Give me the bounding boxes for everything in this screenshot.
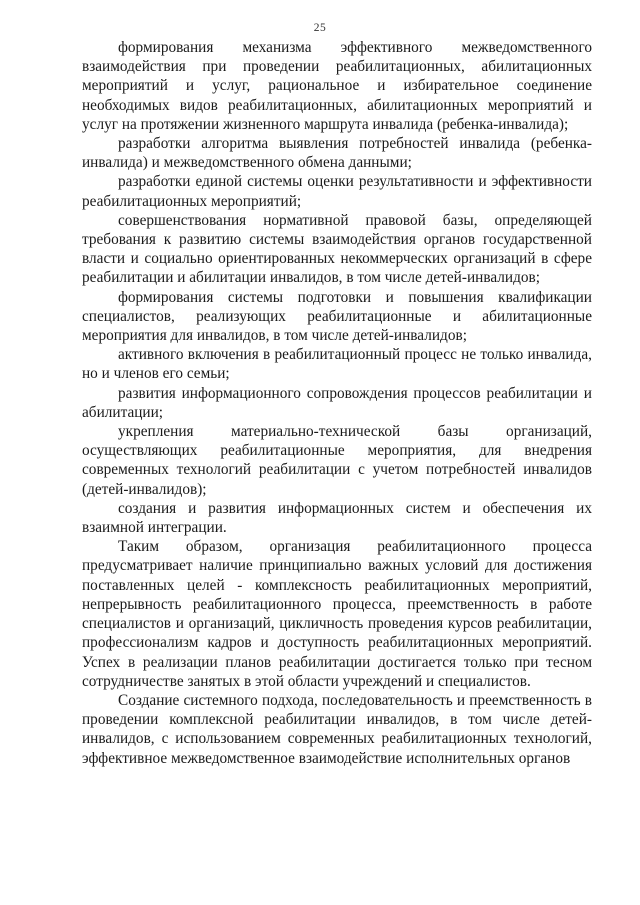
paragraph-evaluation-system: разработки единой системы оценки результативности и эффективности реабилитационных мероприятий; <box>82 173 592 210</box>
paragraph-information-support: развития информационного сопровождения процессов реабилитации и абилитации; <box>82 384 592 421</box>
paragraph-specialist-training: формирования системы подготовки и повышения квалификации специалистов, реализующих реабилитационные и абилитационные мероприятия для инвалидов, в том числе детей-инвалидов; <box>82 288 592 345</box>
paragraph-needs-algorithm: разработки алгоритма выявления потребностей инвалида (ребенка-инвалида) и межведомственного обмена данными; <box>82 135 592 172</box>
paragraph-systemic-approach: Создание системного подхода, последовательность и преемственность в проведении комплексной реабилитации инвалидов, в том числе детей-инвалидов, с использованием современных реабилитационных технологий, эффективное межведомственное взаимодействие исполнительных органов <box>82 691 592 767</box>
page-number: 25 <box>313 22 327 34</box>
document-body <box>82 38 592 768</box>
paragraph-information-systems: создания и развития информационных систем и обеспечения их взаимной интеграции. <box>82 499 592 537</box>
paragraph-conclusion: Таким образом, организация реабилитационного процесса предусматривает наличие принципиально важных условий для достижения поставленных целей - комплексность реабилитационных мероприятий, непрерывность реабилитационного процесса, преемственность в работе специалистов и организаций, цикличность проведения курсов реабилитации, профессионализм кадров и доступность реабилитационных мероприятий. Успех в реализации планов реабилитации достигается только при тесном сотрудничестве занятых в этой области учреждений и специалистов. <box>82 538 592 690</box>
paragraph-family-involvement: активного включения в реабилитационный процесс не только инвалида, но и членов его семьи; <box>82 346 592 383</box>
paragraph-interagency-mechanism: формирования механизма эффективного межведомственного взаимодействия при проведении реабилитационных, абилитационных мероприятий и услуг, рациональное и избирательное соединение необходимых видов реабилитационных, абилитационных мероприятий и услуг на протяжении жизненного маршрута инвалида (ребенка-инвалида); <box>82 39 592 133</box>
paragraph-legal-framework: совершенствования нормативной правовой базы, определяющей требования к развитию системы взаимодействия органов государственной власти и социально ориентированных некоммерческих организаций в сфере реабилитации и абилитации инвалидов, в том числе детей-инвалидов; <box>82 211 592 287</box>
paragraph-material-base: укрепления материально-технической базы организаций, осуществляющих реабилитационные мероприятия, для внедрения современных технологий реабилитации с учетом потребностей инвалидов (детей-инвалидов); <box>82 423 592 498</box>
